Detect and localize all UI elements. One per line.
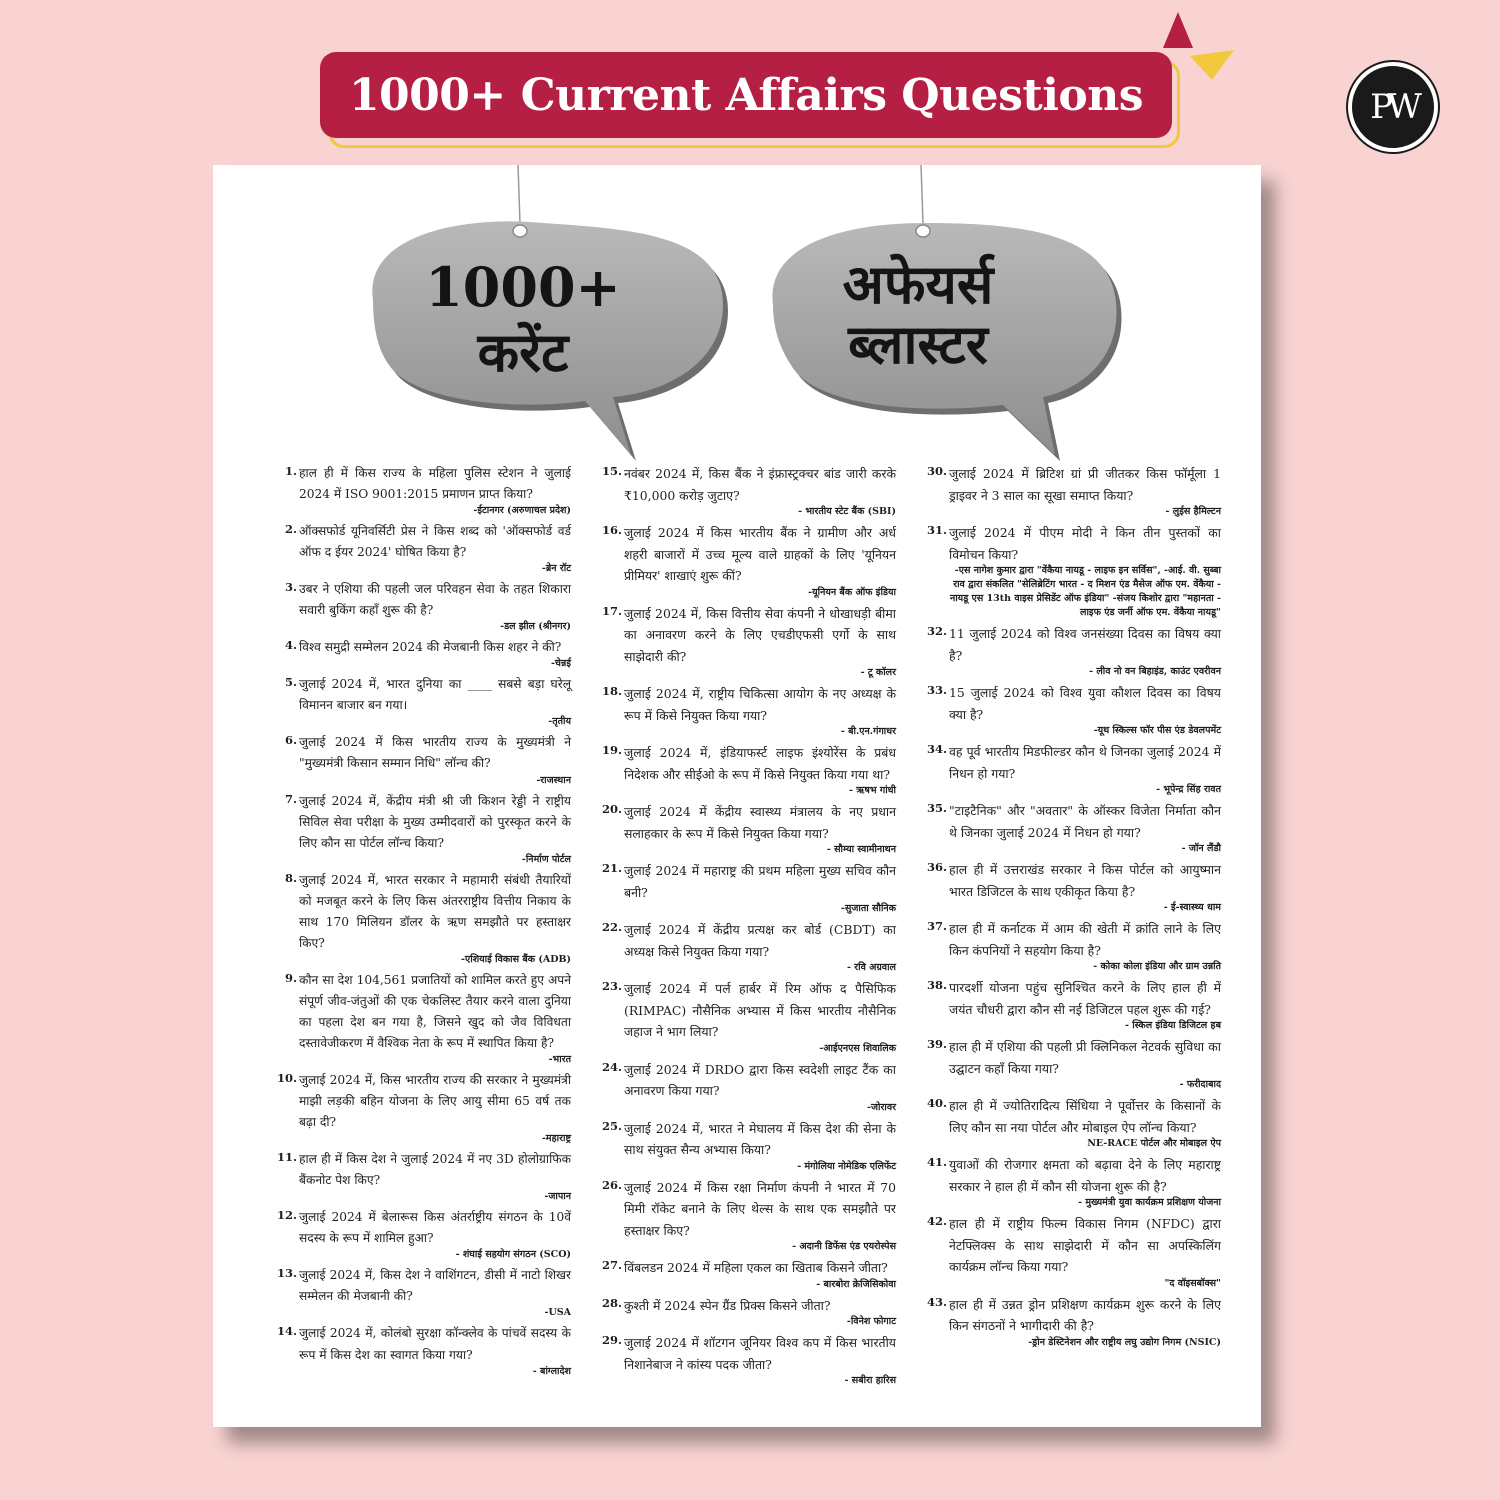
answer-text: - मुख्यमंत्री युवा कार्यक्रम प्रशिक्षण योजना [1078,1197,1221,1208]
pw-logo [1348,62,1438,152]
question-text: हाल ही में एशिया की पहली प्री क्लिनिकल नेटवर्क सुविधा का उद्घाटन कहाँ किया गया? [949,1039,1221,1076]
question-item [600,683,896,739]
answer-text: -जापान [544,1191,571,1203]
question-number: 40. [926,1096,947,1110]
question-number: 19. [601,743,622,757]
answer-text: -यूनियन बैंक ऑफ इंडिया [808,586,896,598]
bubble-right-line2: ब्लास्टर [848,312,988,376]
question-item [925,741,1221,797]
answer-text: -जोरावर [867,1101,896,1113]
question-text: जुलाई 2024 में, केंद्रीय मंत्री श्री जी किशन रेड्डी ने राष्ट्रीय सिविल सेवा परीक्षा के मुख्य उम्मीदवारों को पुरस्कृत करने के लिए कौन सा पोर्टल लॉन्च किया? [299,793,571,850]
speech-bubbles [213,165,1261,465]
question-number: 9. [284,970,297,985]
question-number: 7. [284,791,297,806]
question-number: 37. [926,919,947,933]
question-number: 36. [926,860,947,874]
bubble-left-line2: करेंट [477,320,569,384]
question-item [275,521,571,576]
question-item [925,800,1221,856]
title-banner [320,52,1172,138]
question-text: विश्व समुद्री सम्मेलन 2024 की मेजबानी किस शहर ने की? [299,640,562,655]
question-text: जुलाई 2024 में केंद्रीय स्वास्थ्य मंत्रालय के नए प्रधान सलाहकार के रूप में किसे नियुक्त किया गया? [624,804,896,841]
answer-text: - लीव नो वन बिहाइंड, काउंट एवरीवन [1089,666,1221,677]
question-item [275,1207,571,1262]
question-number: 31. [926,523,947,537]
question-item [600,742,896,798]
answer-text: -तृतीय [548,716,571,728]
answer-text: - कोका कोला इंडिया और ग्राम उन्नति [1093,961,1221,972]
question-number: 28. [601,1295,622,1310]
question-number: 41. [926,1155,947,1169]
question-text: वह पूर्व भारतीय मिडफील्डर कौन थे जिनका जुलाई 2024 में निधन हो गया? [949,744,1221,781]
question-number: 10. [276,1071,297,1086]
question-column-1 [275,463,571,1382]
question-number: 16. [601,523,622,537]
question-number: 4. [284,638,297,653]
question-item [925,1213,1221,1291]
answer-text: - सबीरा हारिस [844,1375,896,1386]
question-item [600,801,896,857]
answer-text: - सौम्या स्वामीनाथन [826,844,896,855]
question-number: 20. [601,802,622,816]
answer-text: - जॉन लैंडौ [1181,843,1221,854]
bubble-right-line1: अफेयर्स [842,252,994,316]
question-item [600,522,896,600]
question-text: कौन सा देश 104,561 प्रजातियों को शामिल करते हुए अपने संपूर्ण जीव-जंतुओं की एक चेकलिस्ट तैयार करने वाला दुनिया का पहला देश बन गया है, जिसने खुद को जैव विविधता दस्तावेजीकरण में वैश्विक नेता के रूप में स्थापित किया है? [299,972,571,1050]
question-text: जुलाई 2024 में महाराष्ट्र की प्रथम महिला मुख्य सचिव कौन बनी? [624,863,896,900]
question-item [275,1070,571,1146]
answer-text: -एशियाई विकास बैंक (ADB) [461,953,571,965]
logo-text: PW [1370,87,1416,127]
answer-text: -एस नागेश कुमार द्वारा "वेंकैया नायडू - लाइफ इन सर्विस", -आई. वी. सुब्बा राव द्वारा संकलित "सेलिब्रेटिंग भारत - द मिशन एंड मैसेज ऑफ एम. वेंकैया - नायडू एस 13th वाइस प्रेसिडेंट ऑफ इंडिया" -संजय किशोर द्वारा "महानता - लाइफ एंड जर्नी ऑफ एम. वेंकैया नायडू" [949,565,1221,618]
question-text: पारदर्शी योजना पहुंच सुनिश्चित करने के लिए हाल ही में जयंत चौधरी द्वारा कौन सी नई डिजिटल पहल शुरू की गई? [949,980,1221,1017]
answer-text: - शंघाई सहयोग संगठन (SCO) [455,1249,571,1261]
question-text: जुलाई 2024 में, भारत ने मेघालय में किस देश की सेना के साथ संयुक्त सैन्य अभ्यास किया? [624,1120,896,1157]
question-item [925,623,1221,679]
question-text: जुलाई 2024 में पर्ल हार्बर में रिम ऑफ द पैसिफिक (RIMPAC) नौसैनिक अभ्यास में किस भारतीय नौसैनिक जहाज ने भाग लिया? [624,981,896,1039]
question-text: हाल ही में किस देश ने जुलाई 2024 में नए 3D होलोग्राफिक बैंकनोट पेश किए? [299,1152,571,1188]
question-text: जुलाई 2024 में किस रक्षा निर्माण कंपनी ने भारत में 70 मिमी रॉकेट बनाने के लिए थेल्स के साथ एक समझौते पर हस्ताक्षर किए? [624,1179,896,1238]
question-item [600,1059,896,1115]
triangle-decoration-yellow [1190,50,1234,84]
question-text: जुलाई 2024 में, भारत दुनिया का ____ सबसे बड़ा घरेलू विमानन बाजार बन गया। [299,677,571,713]
question-item [600,860,896,916]
answer-text: - रवि अग्रवाल [847,962,896,973]
question-item [275,970,571,1067]
question-item [275,870,571,967]
question-text: हाल ही में उत्तराखंड सरकार ने किस पोर्टल को आयुष्मान भारत डिजिटल के साथ एकीकृत किया है? [949,862,1221,899]
answer-text: -राजस्थान [536,774,571,786]
answer-text: - भूपेन्द्र सिंह रावत [1156,784,1221,795]
answer-text: - स्किल इंडिया डिजिटल हब [1125,1020,1221,1031]
question-text: हाल ही में ज्योतिरादित्य सिंधिया ने पूर्वोत्तर के किसानों के लिए कौन सा नया पोर्टल और मोबाइल ऐप लॉन्च किया? [949,1098,1221,1135]
question-text: जुलाई 2024 में किस भारतीय राज्य के मुख्यमंत्री ने "मुख्यमंत्री किसान सम्मान निधि" लॉन्च की? [299,735,571,771]
question-item [600,1118,896,1174]
question-item [600,1295,896,1330]
question-item [275,1323,571,1378]
question-text: हाल ही में किस राज्य के महिला पुलिस स्टेशन ने जुलाई 2024 में ISO 9001:2015 प्रमाणन प्राप्त किया? [299,466,571,502]
question-item [275,637,571,671]
answer-text: - लुईस हैमिल्टन [1165,506,1221,517]
question-number: 30. [926,464,947,478]
question-item [275,1265,571,1320]
banner-title: 1000+ Current Affairs Questions [348,69,1144,121]
question-text: विंबलडन 2024 में महिला एकल का खिताब किसने जीता? [624,1260,888,1275]
question-number: 12. [276,1208,297,1223]
question-number: 26. [601,1177,622,1192]
question-text: जुलाई 2024 में DRDO द्वारा किस स्वदेशी लाइट टैंक का अनावरण किया गया? [624,1061,896,1098]
answer-text: -ईटानगर (अरुणाचल प्रदेश) [473,505,571,517]
question-text: जुलाई 2024 में शॉटगन जूनियर विश्व कप में किस भारतीय निशानेबाज ने कांस्य पदक जीता? [624,1335,896,1372]
bubble-left-line1: 1000+ [425,255,621,319]
answer-text: -ब्रेन रॉट [541,563,571,575]
answer-text: -निर्माण पोर्टल [521,853,571,865]
question-text: युवाओं की रोजगार क्षमता को बढ़ावा देने के लिए महाराष्ट्र सरकार ने हाल ही में कौन सी योजना शुरू की है? [949,1157,1221,1194]
question-item [925,977,1221,1033]
question-number: 32. [926,624,947,638]
question-item [275,674,571,729]
question-column-3 [925,463,1221,1353]
question-item [925,522,1221,620]
question-column-2 [600,463,896,1391]
question-item [925,918,1221,974]
question-text: "टाइटैनिक" और "अवतार" के ऑस्कर विजेता निर्माता कौन थे जिनका जुलाई 2024 में निधन हो गया? [949,803,1221,840]
question-text: जुलाई 2024 में ब्रिटिश ग्रां प्री जीतकर किस फॉर्मूला 1 ड्राइवर ने 3 साल का सूखा समाप्त किया? [949,466,1221,503]
question-item [925,682,1221,738]
question-item [275,463,571,518]
question-item [925,1294,1221,1350]
answer-text: -सुजाता सौनिक [841,903,896,914]
answer-text: -USA [544,1307,571,1319]
question-text: 15 जुलाई 2024 को विश्व युवा कौशल दिवस का विषय क्या है? [949,685,1221,722]
question-item [275,791,571,867]
question-text: जुलाई 2024 में, कोलंबो सुरक्षा कॉन्क्लेव के पांचवें सदस्य के रूप में किस देश का स्वागत किया गया? [299,1326,571,1362]
question-item [600,919,896,975]
question-item [925,1095,1221,1151]
question-text: जुलाई 2024 में पीएम मोदी ने किन तीन पुस्तकों का विमोचन किया? [949,525,1221,562]
answer-text: - बारबोरा क्रेजिसिकोवा [816,1278,896,1290]
question-number: 18. [601,684,622,698]
question-number: 38. [926,978,947,992]
question-number: 42. [926,1214,947,1228]
question-text: जुलाई 2024 में, किस देश ने वाशिंगटन, डीसी में नाटो शिखर सम्मेलन की मेजबानी की? [299,1268,571,1304]
question-text: कुश्ती में 2024 स्पेन ग्रैंड प्रिक्स किसने जीता? [624,1297,831,1313]
question-text: जुलाई 2024 में किस भारतीय बैंक ने ग्रामीण और अर्ध शहरी बाजारों में उच्च मूल्य वाले ग्राहकों के लिए 'यूनियन प्रीमियर' शाखाएं शुरू कीं? [624,525,896,583]
question-item [600,603,896,681]
answer-text: -भारत [548,1054,571,1066]
question-number: 39. [926,1037,947,1051]
question-item [600,1257,896,1292]
question-item [600,978,896,1056]
answer-text: - मंगोलिया नोमेडिक एलिफेंट [797,1160,896,1172]
question-number: 11. [276,1150,297,1165]
question-text: उबर ने एशिया की पहली जल परिवहन सेवा के तहत शिकारा सवारी बुकिंग कहाँ शुरू की है? [299,582,571,618]
question-text: हाल ही में राष्ट्रीय फिल्म विकास निगम (NFDC) द्वारा नेटफ्लिक्स के साथ साझेदारी में कौन सा अपस्किलिंग कार्यक्रम लॉन्च किया गया? [949,1216,1221,1274]
answer-text: -चेन्नई [550,658,571,670]
question-number: 23. [601,979,622,993]
question-item [275,1149,571,1204]
question-item [600,463,896,519]
question-text: जुलाई 2024 में, किस वित्तीय सेवा कंपनी ने धोखाधड़ी बीमा का अनावरण करने के लिए एचडीएफसी एर्गो के साथ साझेदारी की? [624,605,896,664]
answer-text: -डल झील (श्रीनगर) [500,621,571,633]
answer-text: - फरीदाबाद [1179,1079,1221,1090]
question-text: 11 जुलाई 2024 को विश्व जनसंख्या दिवस का विषय क्या है? [949,626,1221,663]
question-number: 34. [926,742,947,756]
question-text: नवंबर 2024 में, किस बैंक ने इंफ्रास्ट्रक्चर बांड जारी करके ₹10,000 करोड़ जुटाए? [624,466,896,503]
question-number: 24. [601,1059,622,1074]
question-number: 17. [601,603,622,618]
question-number: 33. [926,683,947,697]
answer-text: - अदानी डिफेंस एंड एयरोस्पेस [792,1241,896,1252]
question-text: जुलाई 2024 में केंद्रीय प्रत्यक्ष कर बोर्ड (CBDT) का अध्यक्ष किसे नियुक्त किया गया? [624,922,896,959]
answer-text: - बांग्लादेश [532,1365,571,1377]
question-text: हाल ही में कर्नाटक में आम की खेती में क्रांति लाने के लिए किन कंपनियों ने सहयोग किया है? [949,921,1221,958]
question-number: 27. [601,1258,622,1272]
question-text: जुलाई 2024 में बेलारूस किस अंतर्राष्ट्रीय संगठन के 10वें सदस्य के रूप में शामिल हुआ? [299,1210,571,1246]
question-number: 35. [926,801,947,815]
book-page [213,165,1261,1427]
answer-text: - भारतीय स्टेट बैंक (SBI) [798,506,896,517]
triangle-decoration-red [1163,12,1193,52]
question-number: 14. [276,1324,297,1339]
answer-text: - बी.एन.गंगाधर [840,726,896,737]
answer-text: -ड्रोन डेस्टिनेशन और राष्ट्रीय लघु उद्योग निगम (NSIC) [1028,1336,1221,1348]
question-number: 2. [284,522,297,537]
question-number: 8. [284,870,297,885]
question-item [600,1177,896,1255]
answer-text: -विनेश फोगाट [846,1316,896,1327]
question-text: हाल ही में उन्नत ड्रोन प्रशिक्षण कार्यक्रम शुरू करने के लिए किन संगठनों ने भागीदारी की है? [949,1296,1221,1333]
answer-text: -आईएनएस शिवालिक [819,1042,896,1054]
question-item [275,579,571,634]
question-number: 3. [284,580,297,595]
question-number: 5. [284,675,297,690]
question-number: 13. [276,1266,297,1281]
answer-text: NE-RACE पोर्टल और मोबाइल ऐप [1087,1138,1221,1149]
question-number: 22. [601,920,622,934]
question-number: 15. [601,464,622,478]
question-text: जुलाई 2024 में, भारत सरकार ने महामारी संबंधी तैयारियों को मजबूत करने के लिए किस अंतरराष्ट्रीय वित्तीय निकाय के साथ 170 मिलियन डॉलर के ऋण समझौते पर हस्ताक्षर किए? [299,872,571,950]
answer-text: - टू कॉलर [860,667,896,678]
question-item [925,1036,1221,1092]
question-number: 25. [601,1118,622,1133]
answer-text: -यूथ स्किल्स फॉर पीस एंड डेवलपमेंट [1093,725,1221,736]
question-item [925,859,1221,915]
question-item [600,1332,896,1388]
question-number: 6. [284,733,297,748]
answer-text: "द वॉइसबॉक्स" [1164,1277,1221,1289]
question-item [925,463,1221,519]
question-text: जुलाई 2024 में, किस भारतीय राज्य की सरकार ने मुख्यमंत्री माझी लड़की बहिन योजना के लिए आयु सीमा 65 वर्ष तक बढ़ा दी? [299,1073,571,1130]
question-number: 21. [601,861,622,875]
question-text: जुलाई 2024 में, राष्ट्रीय चिकित्सा आयोग के नए अध्यक्ष के रूप में किसे नियुक्त किया गया? [624,686,896,723]
question-item [925,1154,1221,1210]
question-text: जुलाई 2024 में, इंडियाफर्स्ट लाइफ इंश्योरेंस के प्रबंध निदेशक और सीईओ के रूप में किसे नियुक्त किया गया था? [624,745,896,782]
question-number: 1. [284,464,297,478]
question-item [275,732,571,787]
answer-text: -महाराष्ट्र [541,1133,571,1145]
answer-text: - ई-स्वास्थ्य धाम [1163,902,1221,913]
question-number: 43. [926,1294,947,1309]
question-text: ऑक्सफोर्ड यूनिवर्सिटी प्रेस ने किस शब्द को 'ऑक्सफोर्ड वर्ड ऑफ द ईयर 2024' घोषित किया है? [299,524,571,560]
answer-text: - ऋषभ गांधी [849,785,896,796]
question-number: 29. [601,1333,622,1347]
